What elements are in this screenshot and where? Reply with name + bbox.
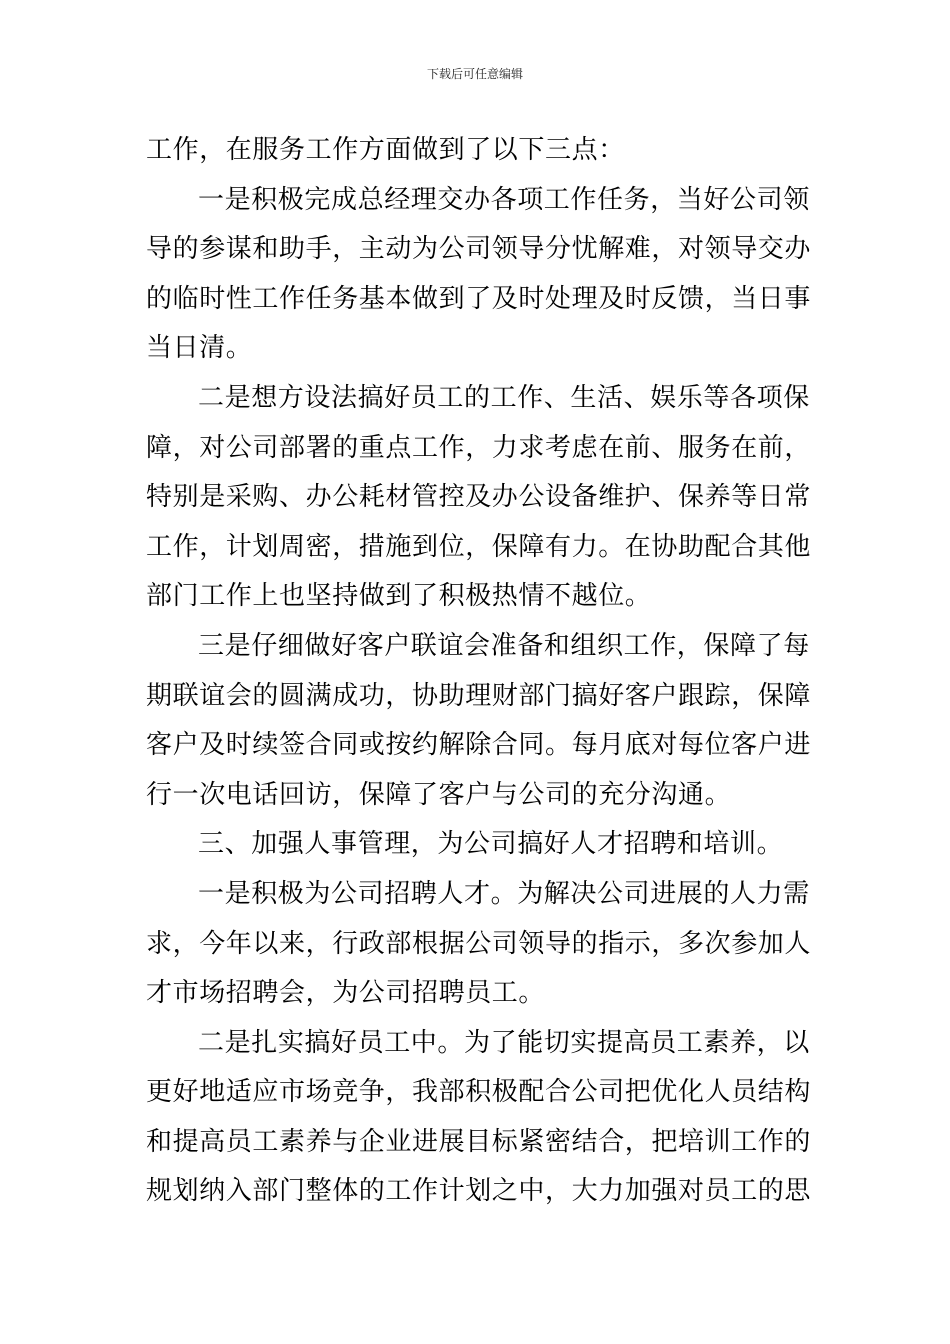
text-line: 求，今年以来，行政部根据公司领导的指示，多次参加人	[146, 928, 812, 959]
text-line: 的临时性工作任务基本做到了及时处理及时反馈，当日事	[146, 283, 812, 314]
document-body	[146, 126, 812, 1217]
text-line: 当日清。	[146, 333, 253, 364]
text-line: 规划纳入部门整体的工作计划之中，大力加强对员工的思	[146, 1176, 812, 1207]
text-line: 特别是采购、办公耗材管控及办公设备维护、保养等日常	[146, 482, 812, 513]
text-line: 部门工作上也坚持做到了积极热情不越位。	[146, 581, 652, 612]
text-line: 一是积极为公司招聘人才。为解决公司进展的人力需	[198, 878, 810, 909]
text-line: 行一次电话回访，保障了客户与公司的充分沟通。	[146, 779, 732, 810]
text-line: 三是仔细做好客户联谊会准备和组织工作，保障了每	[198, 630, 810, 661]
text-line: 更好地适应市场竞争，我部积极配合公司把优化人员结构	[146, 1077, 812, 1108]
text-line: 和提高员工素养与企业进展目标紧密结合，把培训工作的	[146, 1126, 812, 1157]
text-line: 一是积极完成总经理交办各项工作任务，当好公司领	[198, 184, 810, 215]
text-line: 三、加强人事管理，为公司搞好人才招聘和培训。	[198, 829, 784, 860]
text-line: 期联谊会的圆满成功，协助理财部门搞好客户跟踪，保障	[146, 680, 812, 711]
text-line: 客户及时续签合同或按约解除合同。每月底对每位客户进	[146, 730, 812, 761]
text-line: 二是想方设法搞好员工的工作、生活、娱乐等各项保	[198, 382, 810, 413]
text-line: 障，对公司部署的重点工作，力求考虑在前、服务在前，	[146, 432, 812, 463]
text-line: 工作，计划周密，措施到位，保障有力。在协助配合其他	[146, 531, 812, 562]
text-line: 导的参谋和助手，主动为公司领导分忧解难，对领导交办	[146, 234, 812, 265]
text-line: 二是扎实搞好员工中。为了能切实提高员工素养，以	[198, 1027, 810, 1058]
text-line: 才市场招聘会，为公司招聘员工。	[146, 978, 546, 1009]
text-line: 工作，在服务工作方面做到了以下三点：	[146, 135, 625, 165]
header-note: 下载后可任意编辑	[426, 67, 523, 81]
